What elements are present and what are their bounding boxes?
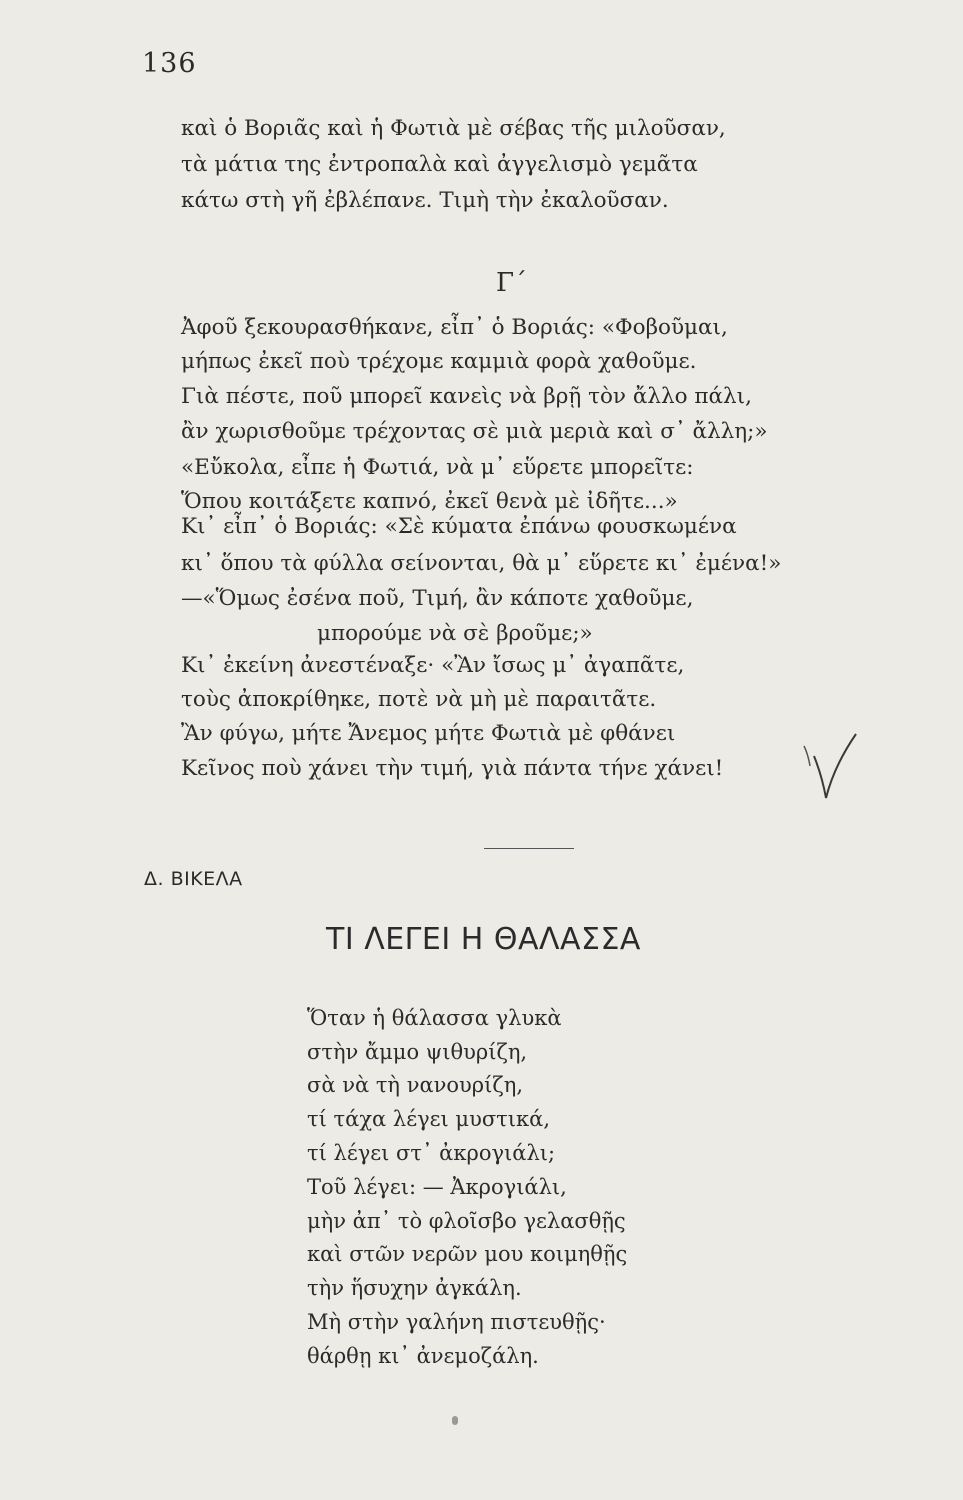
verse-line: Γιὰ πέστε, ποῦ μπορεῖ κανεὶς νὰ βρῇ τὸν ἄλλο πάλι, xyxy=(181,384,752,409)
verse-line: κι᾿ ὅπου τὰ φύλλα σείνονται, θὰ μ᾿ εὕρετε κι᾿ ἐμένα!» xyxy=(181,551,782,576)
verse-line: τὰ μάτια της ἐντροπαλὰ καὶ ἀγγελισμὸ γεμᾶτα xyxy=(181,152,698,177)
author-name: Δ. ΒΙΚΕΛΑ xyxy=(144,868,243,890)
verse-line: μήπως ἐκεῖ ποὺ τρέχομε καμμιὰ φορὰ χαθοῦμε. xyxy=(181,349,697,374)
verse-line: «Εὔκολα, εἶπε ἡ Φωτιά, νὰ μ᾿ εὕρετε μπορεῖτε: xyxy=(181,455,694,480)
verse-line: κάτω στὴ γῆ ἐβλέπανε. Τιμὴ τὴν ἐκαλοῦσαν. xyxy=(181,188,669,213)
verse-line: ἂν χωρισθοῦμε τρέχοντας σὲ μιὰ μεριὰ καὶ σ᾿ ἄλλη;» xyxy=(181,419,768,444)
verse-line: τί τάχα λέγει μυστικά, xyxy=(307,1107,551,1131)
verse-line: τὴν ἥσυχην ἀγκάλη. xyxy=(307,1276,522,1300)
poem-title: ΤΙ ΛΕΓΕΙ Η ΘΑΛΑΣΣΑ xyxy=(326,922,641,957)
verse-line: στὴν ἄμμο ψιθυρίζη, xyxy=(307,1040,528,1064)
verse-line: Ὅταν ἡ θάλασσα γλυκὰ xyxy=(307,1006,562,1030)
verse-line: σὰ νὰ τὴ νανουρίζη, xyxy=(307,1073,524,1097)
ink-speck xyxy=(452,1416,458,1425)
verse-line: Τοῦ λέγει: — Ἀκρογιάλι, xyxy=(307,1175,567,1199)
verse-line: Κι᾿ ἐκείνη ἀνεστέναξε· «Ἂν ἴσως μ᾿ ἀγαπᾶτε, xyxy=(181,653,685,678)
verse-line: καὶ ὁ Βοριᾶς καὶ ἡ Φωτιὰ μὲ σέβας τῆς μιλοῦσαν, xyxy=(181,116,726,141)
section-separator xyxy=(484,848,574,849)
page-number: 136 xyxy=(142,48,197,79)
verse-line: Μὴ στὴν γαλήνη πιστευθῇς· xyxy=(307,1310,606,1334)
verse-line: θάρθῃ κι᾿ ἀνεμοζάλη. xyxy=(307,1344,539,1368)
verse-line: Κι᾿ εἶπ᾿ ὁ Βοριάς: «Σὲ κύματα ἐπάνω φουσκωμένα xyxy=(181,514,737,539)
verse-line: —«Ὅμως ἐσένα ποῦ, Τιμή, ἂν κάποτε χαθοῦμε, xyxy=(181,586,694,611)
verse-line: Ὅπου κοιτάξετε καπνό, ἐκεῖ θενὰ μὲ ἰδῆτε...» xyxy=(181,489,678,514)
verse-line-indented: μπορούμε νὰ σὲ βροῦμε;» xyxy=(317,621,593,646)
section-marker: Γ΄ xyxy=(496,268,528,298)
verse-line: καὶ στῶν νερῶν μου κοιμηθῇς xyxy=(307,1242,628,1266)
verse-line: Κεῖνος ποὺ χάνει τὴν τιμή, γιὰ πάντα τήνε χάνει! xyxy=(181,756,724,781)
verse-line: τί λέγει στ᾿ ἀκρογιάλι; xyxy=(307,1141,556,1165)
handwritten-check-mark xyxy=(800,726,860,806)
verse-line: τοὺς ἀποκρίθηκε, ποτὲ νὰ μὴ μὲ παραιτᾶτε. xyxy=(181,687,657,712)
verse-line: μὴν ἀπ᾿ τὸ φλοῖσβο γελασθῇς xyxy=(307,1209,626,1233)
verse-line: Ἂν φύγω, μήτε Ἄνεμος μήτε Φωτιὰ μὲ φθάνει xyxy=(181,721,676,746)
verse-line: Ἀφοῦ ξεκουρασθήκανε, εἶπ᾿ ὁ Βοριάς: «Φοβοῦμαι, xyxy=(181,315,728,340)
